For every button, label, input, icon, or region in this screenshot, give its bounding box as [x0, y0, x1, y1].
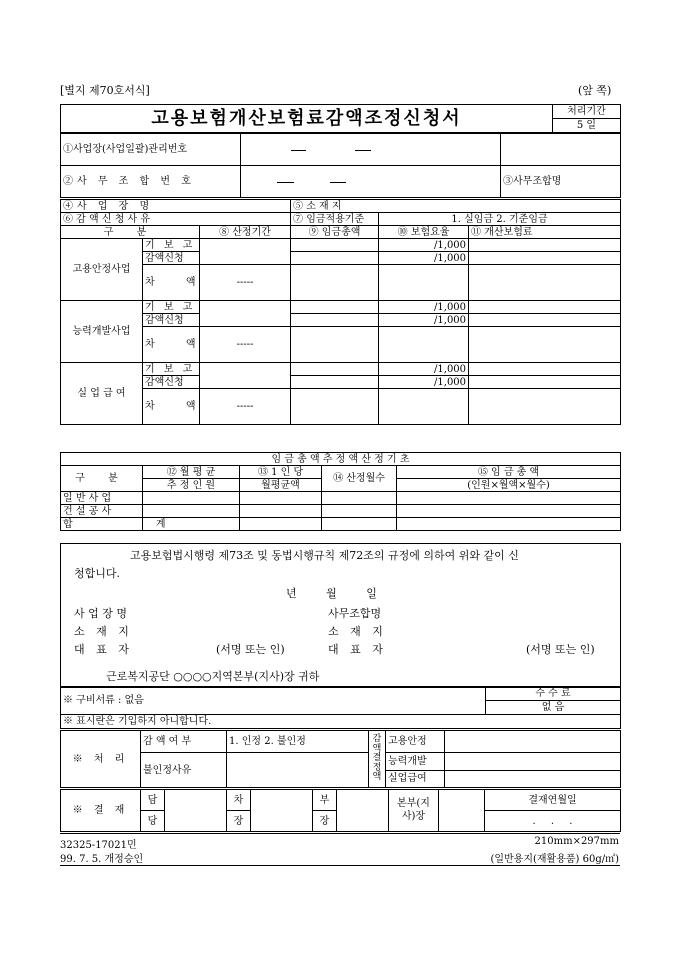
wage-header-12a: ⑫ 월 평 균 — [143, 466, 240, 479]
wage-header-15a: ⑮ 임 금 총 액 — [397, 466, 621, 479]
footer-paper: (일반용지(재활용품) 60g/㎡) — [490, 854, 619, 865]
business-name-label: ④사 업 장 명 — [61, 200, 291, 213]
section-label: 능력개발사업 — [61, 301, 143, 363]
processing-label: 처리기간 — [553, 105, 621, 119]
row-label: 감액신청 — [143, 252, 200, 265]
dash: ----- — [200, 389, 291, 425]
office-name-field[interactable] — [501, 166, 621, 198]
header-period: ⑧ 산정기간 — [200, 226, 291, 239]
item-value[interactable] — [445, 731, 621, 753]
form-title: 고용보험개산보험료감액조정신청서 — [61, 105, 553, 133]
footer-size: 210mm×297mm — [534, 836, 619, 847]
location-label: ⑤ 소 재 지 — [291, 200, 621, 213]
left-loc: 소 재 지 — [74, 625, 133, 638]
left-rep: 대 표 자 — [74, 643, 133, 656]
wage-header-gubun: 구 분 — [61, 466, 143, 492]
left-name: 사 업 장 명 — [74, 607, 127, 620]
footer-approval-date: 99. 7. 5. 개정승인 — [60, 854, 144, 865]
fee-label: 수 수 료 — [486, 687, 621, 701]
decision-vertical: 감액결정액 — [369, 731, 386, 788]
row-label: 차 액 — [143, 265, 200, 301]
wage-table-title: 임 금 총 액 추 정 액 산 정 기 초 — [61, 453, 621, 466]
blank — [501, 134, 621, 166]
fee-value: 없 음 — [486, 701, 621, 715]
processing-value: 5 일 — [553, 119, 621, 133]
wage-header-15b: (인원×월액×월수) — [397, 479, 621, 492]
approval-c4: 본부(지사)장 — [389, 790, 439, 832]
approval-label: ※ 결 재 — [61, 790, 141, 832]
title-block — [60, 104, 621, 133]
reject-reason-field[interactable] — [227, 753, 369, 788]
wage-header-14: ⑭ 산정월수 — [322, 466, 397, 492]
approval-sign[interactable] — [337, 790, 389, 832]
row-label: 감액신청 — [143, 314, 200, 327]
wage-row-label: 건 설 공 사 — [61, 505, 143, 518]
approval-c1b: 당 — [141, 811, 165, 832]
processing-block — [60, 730, 621, 788]
rate: /1,000 — [379, 252, 469, 265]
dash: ----- — [200, 327, 291, 363]
office-name-label: ③사무조합명 — [503, 176, 562, 187]
wage-header-13b: 월평균액 — [240, 479, 322, 492]
approval-date-value[interactable]: . . . — [485, 811, 621, 832]
section-label: 고용안정사업 — [61, 239, 143, 301]
approval-block — [60, 789, 621, 832]
header-gubun: 구 분 — [61, 226, 200, 239]
item-label: 능력개발 — [386, 753, 444, 771]
header-rate: ⑩ 보험요율 — [379, 226, 469, 239]
rate: /1,000 — [379, 239, 469, 252]
right-loc: 소 재 지 — [328, 625, 387, 638]
row-label: 기 보 고 — [143, 239, 200, 252]
statement-line1: 고용보험법시행령 제73조 및 동법시행규칙 제72조의 규정에 의하여 위와 같이 신 — [130, 549, 519, 562]
row-label: 차 액 — [143, 327, 200, 363]
attachments-label: ※ 구비서류 : 없음 — [61, 687, 486, 715]
approval-c2a: 차 — [227, 790, 251, 811]
business-no-boxes[interactable] — [241, 134, 501, 166]
right-sign[interactable]: (서명 또는 인) — [526, 643, 595, 656]
wage-header-13a: ⑬ 1 인 당 — [240, 466, 322, 479]
approval-sign[interactable] — [165, 790, 227, 832]
approval-date-label: 결재연월일 — [485, 790, 621, 811]
section-label: 실 업 급 여 — [61, 363, 143, 425]
left-sign[interactable]: (서명 또는 인) — [216, 643, 285, 656]
wage-row-label: 합 계 — [61, 518, 143, 531]
approval-sign[interactable] — [439, 790, 485, 832]
item-label: 실업급여 — [388, 773, 427, 784]
rate: /1,000 — [379, 314, 469, 327]
approval-c3a: 부 — [313, 790, 337, 811]
rate: /1,000 — [379, 301, 469, 314]
office-no-boxes[interactable] — [241, 166, 501, 198]
office-no-label: ②사 무 조 합 번 호 — [61, 166, 241, 198]
right-rep: 대 표 자 — [328, 643, 387, 656]
rate: /1,000 — [379, 376, 469, 389]
approval-c1a: 담 — [141, 790, 165, 811]
calc-table — [60, 199, 621, 425]
approval-c2b: 장 — [227, 811, 251, 832]
statement-line2: 청합니다. — [74, 567, 121, 580]
wage-options[interactable]: 1. 실임금 2. 기준임금 — [379, 213, 621, 226]
id-block — [60, 133, 621, 198]
wage-row-label: 일 반 사 업 — [61, 492, 143, 505]
reject-reason-label: 불인정사유 — [141, 753, 227, 788]
dash: ----- — [200, 265, 291, 301]
approve-options[interactable]: 1. 인정 2. 불인정 — [227, 731, 369, 753]
row-label: 차 액 — [143, 389, 200, 425]
header-premium: ⑪ 개산보험료 — [469, 226, 621, 239]
attachments — [60, 686, 621, 729]
page-side: (앞 쪽) — [578, 84, 612, 97]
approval-c3b: 장 — [313, 811, 337, 832]
processing-label: ※ 처 리 — [61, 731, 141, 788]
row-label: 기 보 고 — [143, 363, 200, 376]
rate: /1,000 — [379, 363, 469, 376]
right-name: 사무조합명 — [328, 607, 382, 620]
header-total-wage: ⑨ 임금총액 — [291, 226, 379, 239]
wage-standard-label: ⑦ 임금적용기준 — [291, 213, 379, 226]
form-number: [별지 제70호서식] — [60, 84, 150, 97]
wage-header-12b: 추 정 인 원 — [143, 479, 240, 492]
wage-table — [60, 452, 621, 531]
approval-sign[interactable] — [251, 790, 313, 832]
date-line[interactable]: 년 월 일 — [286, 587, 377, 600]
addressee: 근로복지공단 ○○○○지역본부(지사)장 귀하 — [106, 670, 320, 683]
notice: ※ 표시란은 기입하지 아니합니다. — [61, 715, 621, 729]
approve-label: 감 액 여 부 — [141, 731, 227, 753]
business-no-label: ①사업장(사업일괄)관리번호 — [61, 134, 241, 166]
row-label: 기 보 고 — [143, 301, 200, 314]
footer-code: 32325-17021민 — [60, 840, 137, 851]
reason-label: ⑥ 감 액 신 청 사 유 — [61, 213, 291, 226]
item-label: 고용안정 — [386, 731, 445, 753]
row-label: 감액신청 — [143, 376, 200, 389]
